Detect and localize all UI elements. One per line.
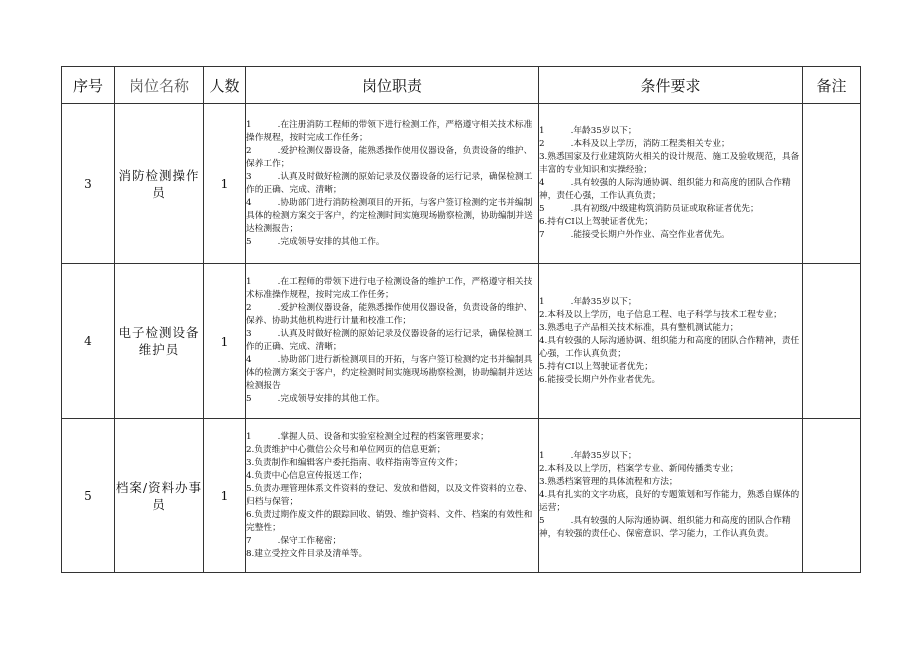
header-headcount: 人数 <box>204 67 246 104</box>
requirement-item: 4.具有较强的人际沟通协调、组织能力和高度的团队合作精神，责任心强，工作认真负责； <box>539 335 800 359</box>
requirement-item: 3.熟悉国家及行业建筑防火相关的设计规范、施工及验收规范，具备丰富的专业知识和实操经验； <box>539 152 800 175</box>
duty-item: 4 .协助部门进行消防检测项目的开拓，与客户签订检测约定书并编制具体的检测方案交于客户，约定检测时间实施现场勘察检测，协助编制并送达检测报告； <box>246 197 533 234</box>
requirement-item: 4.具有扎实的文字功底，良好的专题策划和写作能力，熟悉自媒体的运营； <box>539 490 800 513</box>
requirement-item: 4 .具有较强的人际沟通协调、组织能力和高度的团队合作精神，责任心强，工作认真负责； <box>539 178 791 201</box>
table-row <box>62 264 861 419</box>
job-table <box>61 66 861 573</box>
row-requirements <box>539 104 803 264</box>
duty-item: 1 .在工程师的带领下进行电子检测设备的维护工作，严格遵守相关技术标准操作规程，按时完成工作任务； <box>246 277 533 300</box>
requirement-item: 2.本科及以上学历，档案学专业、新闻传播类专业； <box>539 464 739 474</box>
requirement-item: 1 .年龄35岁以下； <box>539 126 637 136</box>
requirement-item: 6.能接受长期户外作业者优先。 <box>539 374 661 385</box>
requirement-item: 6.持有CI以上驾驶证者优先； <box>539 217 653 227</box>
requirement-item: 1 .年龄35岁以下； <box>539 296 637 307</box>
row-index: 5 <box>62 419 115 573</box>
row-position: 档案/资料办事员 <box>115 419 204 573</box>
requirement-item: 3.熟悉档案管理的具体流程和方法； <box>539 477 678 487</box>
duty-item: 5 .完成领导安排的其他工作。 <box>246 236 385 247</box>
header-index: 序号 <box>62 67 115 104</box>
requirement-item: 1 .年龄35岁以下； <box>539 451 637 461</box>
row-headcount: 1 <box>204 419 246 573</box>
row-remarks <box>803 419 861 573</box>
duty-item: 2 .爱护检测仪器设备，能熟悉操作使用仪器设备，负责设备的维护、保养工作； <box>246 145 533 169</box>
row-duties <box>246 419 539 573</box>
header-duties: 岗位职责 <box>246 67 539 104</box>
row-requirements <box>539 264 803 419</box>
row-index: 3 <box>62 104 115 264</box>
requirement-item: 7 .能接受长期户外作业、高空作业者优先。 <box>539 230 730 240</box>
header-requirements: 条件要求 <box>539 67 803 104</box>
row-remarks <box>803 104 861 264</box>
requirement-item: 2 .本科及以上学历，消防工程类相关专业； <box>539 139 730 149</box>
table-row <box>62 419 861 573</box>
header-position-name: 岗位名称 <box>115 67 204 104</box>
row-headcount: 1 <box>204 104 246 264</box>
duty-item: 2 .爱护检测仪器设备，能熟悉操作使用仪器设备，负责设备的维护、保养、协助其他机构进行计量和校准工作； <box>246 303 533 326</box>
row-position: 电子检测设备维护员 <box>115 264 204 419</box>
duty-item: 4.负责中心信息宣传报送工作； <box>246 470 368 481</box>
table-row <box>62 104 861 264</box>
row-duties <box>246 264 539 419</box>
duty-item: 2.负责维护中心微信公众号和单位网页的信息更新； <box>246 444 446 455</box>
duty-item: 6.负责过期作废文件的跟踪回收、销毁、维护资料、文件、档案的有效性和完整性； <box>246 509 533 533</box>
row-duties <box>246 104 539 264</box>
row-remarks <box>803 264 861 419</box>
row-position: 消防检测操作员 <box>115 104 204 264</box>
duty-item: 1 .在注册消防工程师的带领下进行检测工作，严格遵守相关技术标准操作规程，按时完成工作任务； <box>246 119 533 143</box>
duty-item: 5.负责办理管理体系文件资料的登记、发放和借阅，以及文件资料的立卷、归档与保管； <box>246 483 533 507</box>
row-headcount: 1 <box>204 264 246 419</box>
duty-item: 4 .协助部门进行新检测项目的开拓，与客户签订检测约定书并编制具体的检测方案交于客户，约定检测时间实施现场勘察检测，协助编制并送达检测报告 <box>246 355 533 391</box>
duty-item: 7 .保守工作秘密； <box>246 535 342 546</box>
requirement-item: 5.持有CI以上驾驶证者优先； <box>539 361 653 372</box>
requirement-item: 5 .具有较强的人际沟通协调、组织能力和高度的团队合作精神，有较强的责任心、保密意识、学习能力，工作认真负责。 <box>539 516 791 539</box>
requirement-item: 5 .具有初级/中级建构筑消防员证或取称证者优先； <box>539 204 759 214</box>
duty-item: 3 .认真及时做好检测的原始记录及仪器设备的运行记录，确保检测工作的正确、完成、清晰； <box>246 329 533 352</box>
duty-item: 8.建立受控文件目录及清单等。 <box>246 548 368 559</box>
duty-item: 5 .完成领导安排的其他工作。 <box>246 394 385 404</box>
duty-item: 3 .认真及时做好检测的原始记录及仪器设备的运行记录，确保检测工作的正确、完成、清晰； <box>246 171 533 195</box>
requirement-item: 2.本科及以上学历，电子信息工程、电子科学与技术工程专业； <box>539 309 782 320</box>
requirement-item: 3.熟悉电子产品相关技术标准，具有整机测试能力； <box>539 322 739 333</box>
row-requirements <box>539 419 803 573</box>
duty-item: 1 .掌握人员、设备和实验室检测全过程的档案管理要求； <box>246 431 489 442</box>
header-remarks: 备注 <box>803 67 861 104</box>
row-index: 4 <box>62 264 115 419</box>
header-row <box>62 67 861 104</box>
duty-item: 3.负责制作和编辑客户委托指南、收样指南等宣传文件； <box>246 457 463 468</box>
